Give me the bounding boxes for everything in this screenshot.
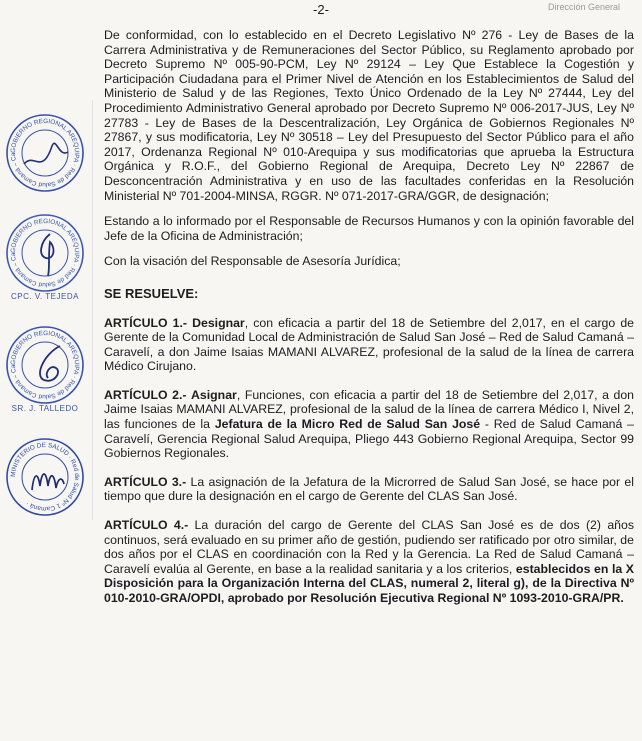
article-2-function: Jefatura de la Micro Red de Salud San José [214,417,481,432]
stamp-gerencia-regional [4,112,86,194]
article-3 [104,475,634,504]
stamp-talledo [4,324,86,413]
stamp-tejeda [4,212,86,301]
article-2-text-after: - Red de Salud Camaná – Caravelí, Gerencia Regional Salud Arequipa, Pliego 443 Gobierno Regional Arequipa, Sector 99 Gobiernos Regionales. [104,417,634,461]
article-1 [104,316,634,374]
legal-basis-paragraph: De conformidad, con lo establecido en el Decreto Legislativo Nº 276 - Ley de Bases de la Carrera Administrativa y de Remuneraciones del Sector Público, su Reglamento aprobado por Decreto Supremo Nº 005-90-PCM, Ley Nº 29124 – Ley Que Establece la Cogestión y Participación Ciudadana para el Primer Nivel de Atención en los Establecimientos de Salud del Ministerio de Salud y de las Regiones, Texto Único Ordenado de la Ley Nº 27444, Ley del Procedimiento Administrativo General aprobado por Decreto Supremo Nº 006-2017-JUS, Ley Nº 27783 - Ley de Bases de la Descentralización, Ley Orgánica de Gobiernos Regionales Nº 27867, y sus modificatoria, Ley Nº 30518 – Ley del Presupuesto del Sector Público para el año 2017, Ordenanza Regional Nº 010-Arequipa y sus modificatorias que aprueba la Estructura Orgánica y R.O.F., del Gobierno Regional de Arequipa, Decreto Ley Nº 22867 de Desconcentración Administrativa y en uso de las facultades conferidas en la Resolución Ministerial Nº 701-2004-MINSA, RGGR. Nº 071-2017-GRA/GGR, de designación; [104,28,634,203]
stamp-ministerio-salud [4,436,86,518]
resolution-body [104,28,634,620]
stamp-ring-text: MINISTERIO DE SALUD · Red de Salud Nº 1 Camaná · [9,441,81,513]
page-number: -2- [313,2,329,17]
article-2-heading: ARTÍCULO 2.- [104,387,187,402]
article-2 [104,388,634,461]
stamp-caption: SR. J. TALLEDO [11,404,79,413]
article-3-heading: ARTÍCULO 3.- [104,474,187,489]
article-2-term: Asignar [191,387,237,402]
resolve-heading: SE RESUELVE: [104,285,199,301]
article-4-bold-text: establecidos en la X Disposición para la Organización Interna del CLAS, numeral 2, literal g), de la Directiva Nº 010-2010-GRA/OPDI, aprobado por Resolución Ejecutiva Regional Nº 1093-2010-GRA/PR. [104,561,634,605]
article-1-term: Designar [192,315,245,330]
article-4 [104,518,634,606]
svg-text:MINISTERIO DE SALUD · Red de S [10,442,80,512]
article-3-text: La asignación de la Jefatura de la Microrred de Salud San José, se hace por el tiempo que dure la designación en el cargo de Gerente del CLAS San José. [104,474,635,504]
article-2-text-before: , Funciones, con eficacia a partir del 18 de Setiembre del 2,017, a don Jaime Isaias MAMANI ALVAREZ, profesional de la salud de la línea de carrera Médico I, Nivel 2, las funciones de la [104,387,634,432]
stamp-ring-text: GOBIERNO REGIONAL AREQUIPA · Red de Salud Camaná – Ca [9,329,81,401]
top-watermark-text: Dirección General [547,2,620,12]
legal-visa-paragraph: Con la visación del Responsable de Asesoría Jurídica; [104,254,401,269]
stamp-caption: CPC. V. TEJEDA [11,292,79,301]
article-4-text: La duración del cargo de Gerente del CLAS San José es de dos (2) años continuos, será evaluado en su primer año de gestión, pudiendo ser ratificado por otro similar, de dos años por el CLAS en coordinación con la Red y la Gerencia. La Red de Salud Camaná – Caravelí evalúa al Gerente, en base a la realidad sanitaria y a los criterios, [104,518,634,576]
article-4-heading: ARTÍCULO 4.- [104,518,189,533]
margin-rule [92,100,93,520]
article-1-heading: ARTÍCULO 1.- [104,315,187,330]
informed-paragraph: Estando a lo informado por el Responsable de Recursos Humanos y con la opinión favorable del Jefe de la Oficina de Administración; [104,214,634,243]
stamp-ring-text: GOBIERNO REGIONAL AREQUIPA · Red de Salud Camaná – Ca [9,117,81,189]
stamp-ring-text: GOBIERNO REGIONAL AREQUIPA · Red de Salud Camaná – Ca [9,217,81,289]
article-1-text: , con eficacia a partir del 18 de Setiembre del 2,017, en el cargo de Gerente de la Comunidad Local de Administración de Salud San José – Red de Salud Camaná – Caravelí, a don Jaime Isaias MAMANI ALVAREZ, profesional de la salud de la línea de carrera Médico Cirujano. [104,315,635,374]
